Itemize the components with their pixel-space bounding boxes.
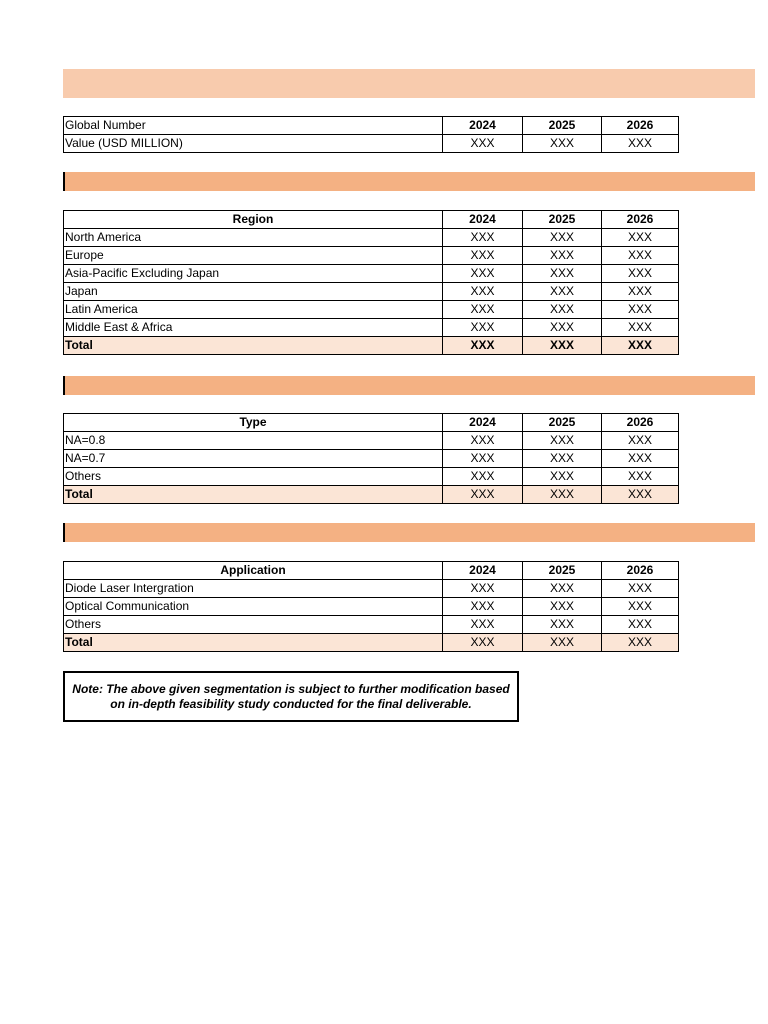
total-value: XXX bbox=[523, 486, 602, 504]
table-row bbox=[64, 598, 679, 616]
application-header-2025: 2025 bbox=[523, 562, 602, 580]
cell-value: XXX bbox=[602, 265, 679, 283]
segmentation-note bbox=[63, 671, 519, 722]
global-header-2024: 2024 bbox=[443, 117, 523, 135]
cell-value: XXX bbox=[602, 450, 679, 468]
table-row bbox=[64, 135, 679, 153]
cell-value: XXX bbox=[443, 247, 523, 265]
cell-value: XXX bbox=[443, 319, 523, 337]
row-label: Others bbox=[64, 468, 443, 486]
note-text: Note: The above given segmentation is subject to further modification based on in-depth feasibility study conducted for the final deliverable. bbox=[72, 681, 510, 711]
total-row bbox=[64, 486, 679, 504]
table-row bbox=[64, 580, 679, 598]
cell-value: XXX bbox=[443, 265, 523, 283]
cell-value: XXX bbox=[602, 135, 679, 153]
region-header-2026: 2026 bbox=[602, 211, 679, 229]
type-header-row bbox=[64, 414, 679, 432]
application-header-2024: 2024 bbox=[443, 562, 523, 580]
cell-value: XXX bbox=[602, 283, 679, 301]
global-header-2026: 2026 bbox=[602, 117, 679, 135]
cell-value: XXX bbox=[602, 432, 679, 450]
total-value: XXX bbox=[443, 486, 523, 504]
table-row bbox=[64, 616, 679, 634]
total-label: Total bbox=[64, 486, 443, 504]
table-row bbox=[64, 283, 679, 301]
row-label: Value (USD MILLION) bbox=[64, 135, 443, 153]
total-value: XXX bbox=[523, 634, 602, 652]
application-section-band bbox=[63, 523, 755, 542]
cell-value: XXX bbox=[523, 580, 602, 598]
row-label: Asia-Pacific Excluding Japan bbox=[64, 265, 443, 283]
cell-value: XXX bbox=[443, 450, 523, 468]
cell-value: XXX bbox=[443, 598, 523, 616]
cell-value: XXX bbox=[523, 247, 602, 265]
cell-value: XXX bbox=[443, 135, 523, 153]
application-header-row bbox=[64, 562, 679, 580]
row-label: Optical Communication bbox=[64, 598, 443, 616]
cell-value: XXX bbox=[523, 616, 602, 634]
row-label: NA=0.7 bbox=[64, 450, 443, 468]
cell-value: XXX bbox=[523, 135, 602, 153]
total-value: XXX bbox=[443, 337, 523, 355]
region-section-band bbox=[63, 172, 755, 191]
section-marker bbox=[63, 172, 65, 191]
total-row bbox=[64, 337, 679, 355]
table-row bbox=[64, 468, 679, 486]
region-header-2024: 2024 bbox=[443, 211, 523, 229]
cell-value: XXX bbox=[602, 468, 679, 486]
row-label: Europe bbox=[64, 247, 443, 265]
cell-value: XXX bbox=[602, 616, 679, 634]
total-label: Total bbox=[64, 634, 443, 652]
row-label: Middle East & Africa bbox=[64, 319, 443, 337]
application-table bbox=[63, 561, 679, 652]
cell-value: XXX bbox=[443, 616, 523, 634]
cell-value: XXX bbox=[523, 301, 602, 319]
global-header-label: Global Number bbox=[64, 117, 443, 135]
type-header-2025: 2025 bbox=[523, 414, 602, 432]
cell-value: XXX bbox=[602, 319, 679, 337]
cell-value: XXX bbox=[602, 598, 679, 616]
table-row bbox=[64, 265, 679, 283]
total-value: XXX bbox=[523, 337, 602, 355]
top-header-band bbox=[63, 69, 755, 98]
section-marker bbox=[63, 523, 65, 542]
table-row bbox=[64, 229, 679, 247]
row-label: Japan bbox=[64, 283, 443, 301]
total-value: XXX bbox=[602, 634, 679, 652]
total-value: XXX bbox=[602, 486, 679, 504]
row-label: North America bbox=[64, 229, 443, 247]
cell-value: XXX bbox=[523, 432, 602, 450]
row-label: Diode Laser Intergration bbox=[64, 580, 443, 598]
type-header-label: Type bbox=[64, 414, 443, 432]
cell-value: XXX bbox=[443, 283, 523, 301]
global-header-row bbox=[64, 117, 679, 135]
application-header-2026: 2026 bbox=[602, 562, 679, 580]
total-row bbox=[64, 634, 679, 652]
region-header-row bbox=[64, 211, 679, 229]
row-label: NA=0.8 bbox=[64, 432, 443, 450]
type-section-band bbox=[63, 376, 755, 395]
global-table bbox=[63, 116, 679, 153]
cell-value: XXX bbox=[523, 229, 602, 247]
type-table bbox=[63, 413, 679, 504]
cell-value: XXX bbox=[523, 468, 602, 486]
cell-value: XXX bbox=[523, 265, 602, 283]
application-header-label: Application bbox=[64, 562, 443, 580]
cell-value: XXX bbox=[602, 301, 679, 319]
region-table bbox=[63, 210, 679, 355]
cell-value: XXX bbox=[443, 301, 523, 319]
total-value: XXX bbox=[443, 634, 523, 652]
cell-value: XXX bbox=[443, 580, 523, 598]
region-header-label: Region bbox=[64, 211, 443, 229]
total-label: Total bbox=[64, 337, 443, 355]
cell-value: XXX bbox=[523, 319, 602, 337]
cell-value: XXX bbox=[602, 580, 679, 598]
table-row bbox=[64, 319, 679, 337]
cell-value: XXX bbox=[443, 229, 523, 247]
cell-value: XXX bbox=[602, 229, 679, 247]
table-row bbox=[64, 301, 679, 319]
region-header-2025: 2025 bbox=[523, 211, 602, 229]
row-label: Latin America bbox=[64, 301, 443, 319]
cell-value: XXX bbox=[523, 450, 602, 468]
cell-value: XXX bbox=[443, 468, 523, 486]
global-header-2025: 2025 bbox=[523, 117, 602, 135]
type-header-2024: 2024 bbox=[443, 414, 523, 432]
cell-value: XXX bbox=[523, 598, 602, 616]
cell-value: XXX bbox=[602, 247, 679, 265]
total-value: XXX bbox=[602, 337, 679, 355]
table-row bbox=[64, 247, 679, 265]
cell-value: XXX bbox=[523, 283, 602, 301]
section-marker bbox=[63, 376, 65, 395]
cell-value: XXX bbox=[443, 432, 523, 450]
type-header-2026: 2026 bbox=[602, 414, 679, 432]
table-row bbox=[64, 432, 679, 450]
row-label: Others bbox=[64, 616, 443, 634]
table-row bbox=[64, 450, 679, 468]
